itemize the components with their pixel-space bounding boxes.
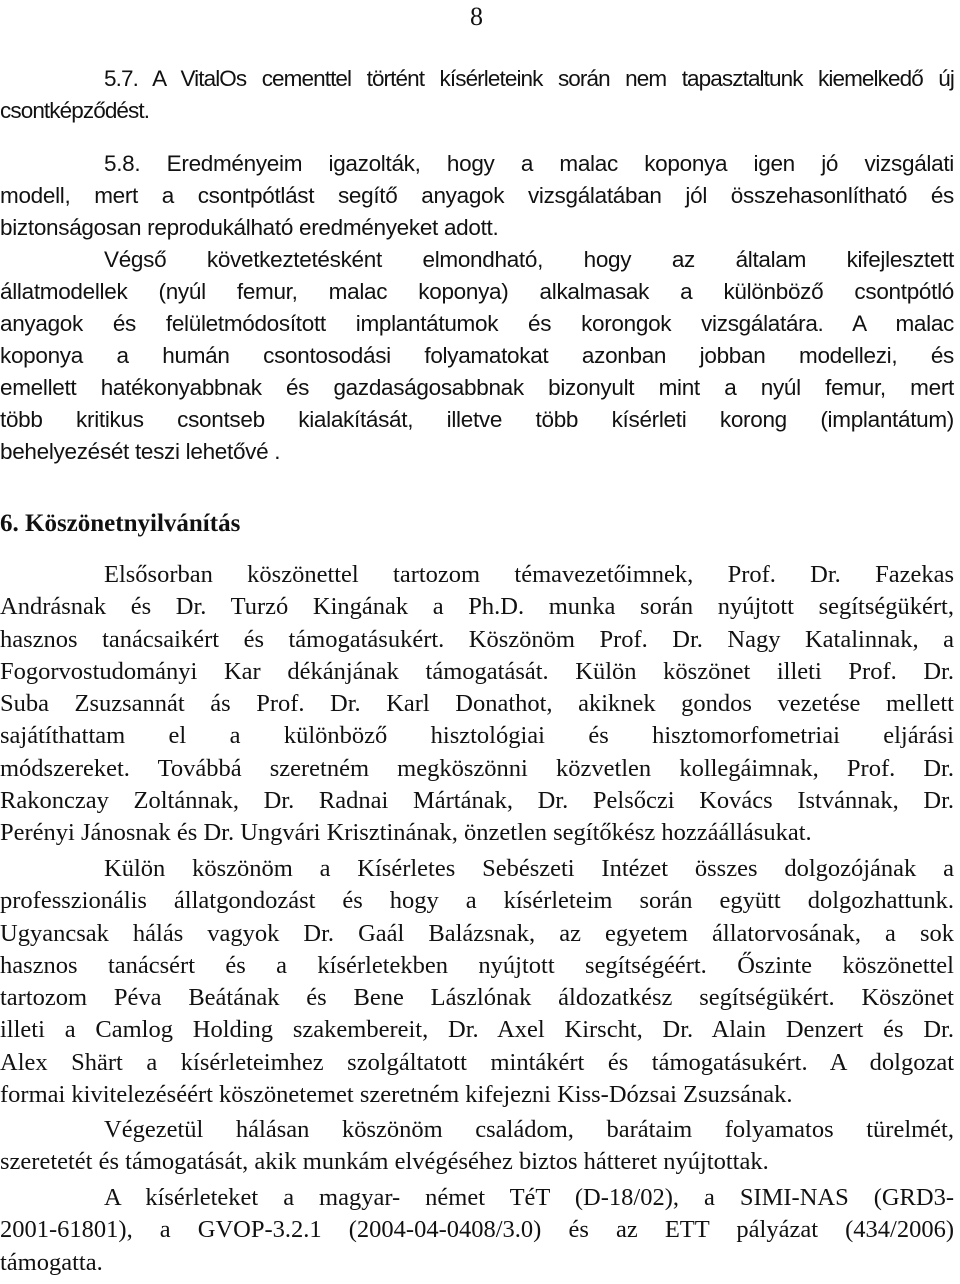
text-line: emellett hatékonyabbnak és gazdaságosabbnak bizonyult mint a nyúl femur, mert bbox=[0, 375, 954, 400]
text-line: tartozom Péva Beátának és Bene Lászlónak áldozatkész segítségükért. Köszönet bbox=[0, 984, 954, 1012]
section-6-heading: 6. Köszönetnyilvánítás bbox=[0, 510, 241, 537]
text-line: hasznos tanácsért és a kísérletekben nyújtott segítségéért. Őszinte köszönettel bbox=[0, 951, 954, 979]
text-line: biztonságosan reprodukálható eredményeket adott. bbox=[0, 215, 499, 240]
text-line: Külön köszönöm a Kísérletes Sebészeti Intézet összes dolgozójának a bbox=[104, 855, 954, 882]
section-5-8 bbox=[0, 148, 954, 244]
text-line: Ugyancsak hálás vagyok Dr. Gaál Balázsnak, az egyetem állatorvosának, a sok bbox=[0, 919, 954, 947]
text-line: Rakonczay Zoltánnak, Dr. Radnai Mártának, Dr. Pelsőczi Kovács Istvánnak, Dr. bbox=[0, 787, 954, 815]
text-line: Perényi Jánosnak és Dr. Ungvári Krisztinának, önzetlen segítőkész hozzáállásukat. bbox=[0, 819, 812, 847]
text-line: formai kivitelezéséért köszönetemet szeretném kifejezni Kiss-Dózsai Zsuzsának. bbox=[0, 1081, 793, 1109]
acknowledgements-paragraph-3 bbox=[0, 1114, 954, 1179]
text-line: illeti a Camlog Holding szakembereit, Dr. Axel Kirscht, Dr. Alain Denzert és Dr. bbox=[0, 1016, 954, 1044]
text-line: Fogorvostudományi Kar dékánjának támogatását. Külön köszönet illeti Prof. Dr. bbox=[0, 657, 954, 685]
page-number: 8 bbox=[470, 2, 483, 31]
conclusion-paragraph bbox=[0, 244, 954, 468]
text-line: 2001-61801), a GVOP-3.2.1 (2004-04-0408/3.0) és az ETT pályázat (434/2006) bbox=[0, 1216, 954, 1244]
text-line: Andrásnak és Dr. Turzó Kingának a Ph.D. munka során nyújtott segítségükért, bbox=[0, 593, 954, 621]
text-line: Végső következtetésként elmondható, hogy az általam kifejlesztett bbox=[104, 247, 954, 272]
text-line: professzionális állatgondozást és hogy a kísérleteim során együtt dolgozhattunk. bbox=[0, 887, 954, 915]
text-line: 5.7. A VitalOs cementtel történt kísérleteink során nem tapasztaltunk kiemelkedő új bbox=[104, 66, 954, 91]
text-line: behelyezését teszi lehetővé . bbox=[0, 439, 281, 464]
text-line: A kísérleteket a magyar- német TéT (D-18/02), a SIMI-NAS (GRD3- bbox=[104, 1184, 954, 1211]
text-line: Alex Shärt a kísérleteimhez szolgáltatott mintákért és támogatásukért. A dolgozat bbox=[0, 1048, 954, 1076]
text-line: több kritikus csontseb kialakítását, illetve több kísérleti korong (implantátum) bbox=[0, 407, 954, 432]
text-line: Elsősorban köszönettel tartozom témavezetőimnek, Prof. Dr. Fazekas bbox=[104, 561, 954, 588]
text-line: módszereket. Továbbá szeretném megköszönni közvetlen kollegáimnak, Prof. Dr. bbox=[0, 754, 954, 782]
text-line: csontképződést. bbox=[0, 98, 150, 123]
text-line: támogatta. bbox=[0, 1248, 103, 1276]
text-line: szeretetét és támogatását, akik munkám elvégéséhez biztos hátteret nyújtottak. bbox=[0, 1148, 769, 1176]
section-5-7 bbox=[0, 63, 954, 127]
text-line: Suba Zsuzsannát ás Prof. Dr. Karl Donathot, akiknek gondos vezetése mellett bbox=[0, 690, 954, 718]
text-line: állatmodellek (nyúl femur, malac koponya) alkalmasak a különböző csontpótló bbox=[0, 279, 954, 304]
text-line: anyagok és felületmódosított implantátumok és korongok vizsgálatára. A malac bbox=[0, 311, 954, 336]
text-line: modell, mert a csontpótlást segítő anyagok vizsgálatában jól összehasonlítható és bbox=[0, 183, 954, 208]
text-line: hasznos tanácsaikért és támogatásukért. Köszönöm Prof. Dr. Nagy Katalinnak, a bbox=[0, 625, 954, 653]
funding-paragraph bbox=[0, 1182, 954, 1279]
acknowledgements-paragraph-2 bbox=[0, 853, 954, 1111]
text-line: sajátíthattam el a különböző hisztológiai és hisztomorfometriai eljárási bbox=[0, 722, 954, 750]
text-line: Végezetül hálásan köszönöm családom, barátaim folyamatos türelmét, bbox=[104, 1116, 954, 1143]
acknowledgements-paragraph-1 bbox=[0, 559, 954, 850]
text-line: koponya a humán csontosodási folyamatokat azonban jobban modellezi, és bbox=[0, 343, 954, 368]
text-line: 5.8. Eredményeim igazolták, hogy a malac koponya igen jó vizsgálati bbox=[104, 151, 954, 176]
